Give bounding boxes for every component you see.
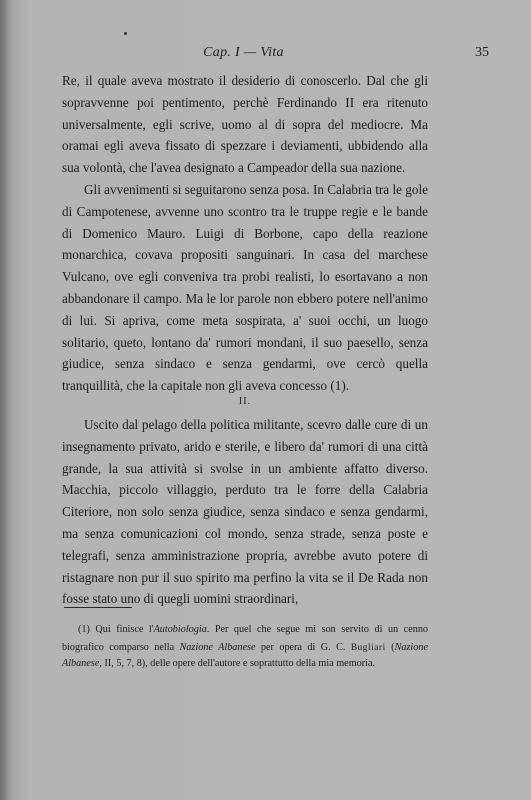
footnote [62,622,428,673]
footnote-marker: (1) [78,624,90,635]
footnote-text-5: , II, 5, 7, 8), delle opere dell'autore e soprattutto della mia memoria. [99,658,376,669]
running-title: Cap. I — Vita [203,45,284,60]
running-head [60,45,489,65]
paragraph-1: Re, il quale aveva mostrato il desiderio di conoscerlo. Dal che gli sopravvenne poi pentimento, perchè Ferdinando II era ritenuto universalmente, egli scrive, uomo al di sopra del mediocre. Ma oramai egli aveva fissato di spezzare i deviamenti, ubbidendo alla sua volontà, che l'avea designato a Campeador della sua nazione. [62,73,428,176]
page-number: 35 [475,45,489,60]
section-number: II. [238,396,252,407]
footnote-italic-3: Nazione Albanese [62,641,428,669]
footnote-text-2: . Per quel che segue mi son servito di un cenno biografico comparso nella [62,624,429,653]
footnote-smallcaps-1: Bugliari [350,641,386,652]
footnote-text-1: Qui finisce l' [95,624,154,635]
footnote-italic-1: Autobiologia [153,624,207,635]
text-block-section-2 [62,414,428,610]
footnote-text-3: per opera di G. C. [255,641,351,653]
print-speck [124,32,127,35]
footnote-rule [64,607,132,608]
paragraph-3: Uscito dal pelago della politica militante, scevro dalle cure di un insegnamento privato, arido e sterile, e libero da' rumori di una città grande, la sua attività si svolse in un ambiente affatto diverso. Macchia, piccolo villaggio, perduto tra le forre della Calabria Citeriore, non solo senza giudice, senza sindaco e senza gendarmi, ma senza comunicazioni col mondo, senza strade, senza poste e telegrafi, senza amministrazione propria, avrebbe avuto potere di ristagnare non pur il suo spirito ma perfino la vita se il De Rada non fosse stato uno di quegli uomini straordinari, [62,417,428,607]
binding-shadow [0,0,10,800]
paragraph-2: Gli avvenimenti si seguitarono senza posa. In Calabria tra le gole di Campotenese, avvenne uno scontro tra le truppe regie e le bande di Domenico Mauro. Luigi di Borbone, capo della reazione monarchica, covava propositi sanguinari. In casa del marchese Vulcano, ove egli conveniva tra probi realisti, lo esortavano a non abbandonare il campo. Ma le lor parole non ebbero potere nell'animo di lui. Si apriva, come meta sospirata, a' suoi occhi, un luogo solitario, queto, lontano da' rumori mondani, il suo paesello, senza giudice, senza sindaco e senza gendarmi, ove cercò quella tranquillità, che la capitale non gli aveva concesso (1). [62,181,428,394]
text-block-section-1 [62,70,428,397]
footnote-text-4: ( [385,641,395,653]
footnote-italic-2: Nazione Albanese [179,641,256,653]
